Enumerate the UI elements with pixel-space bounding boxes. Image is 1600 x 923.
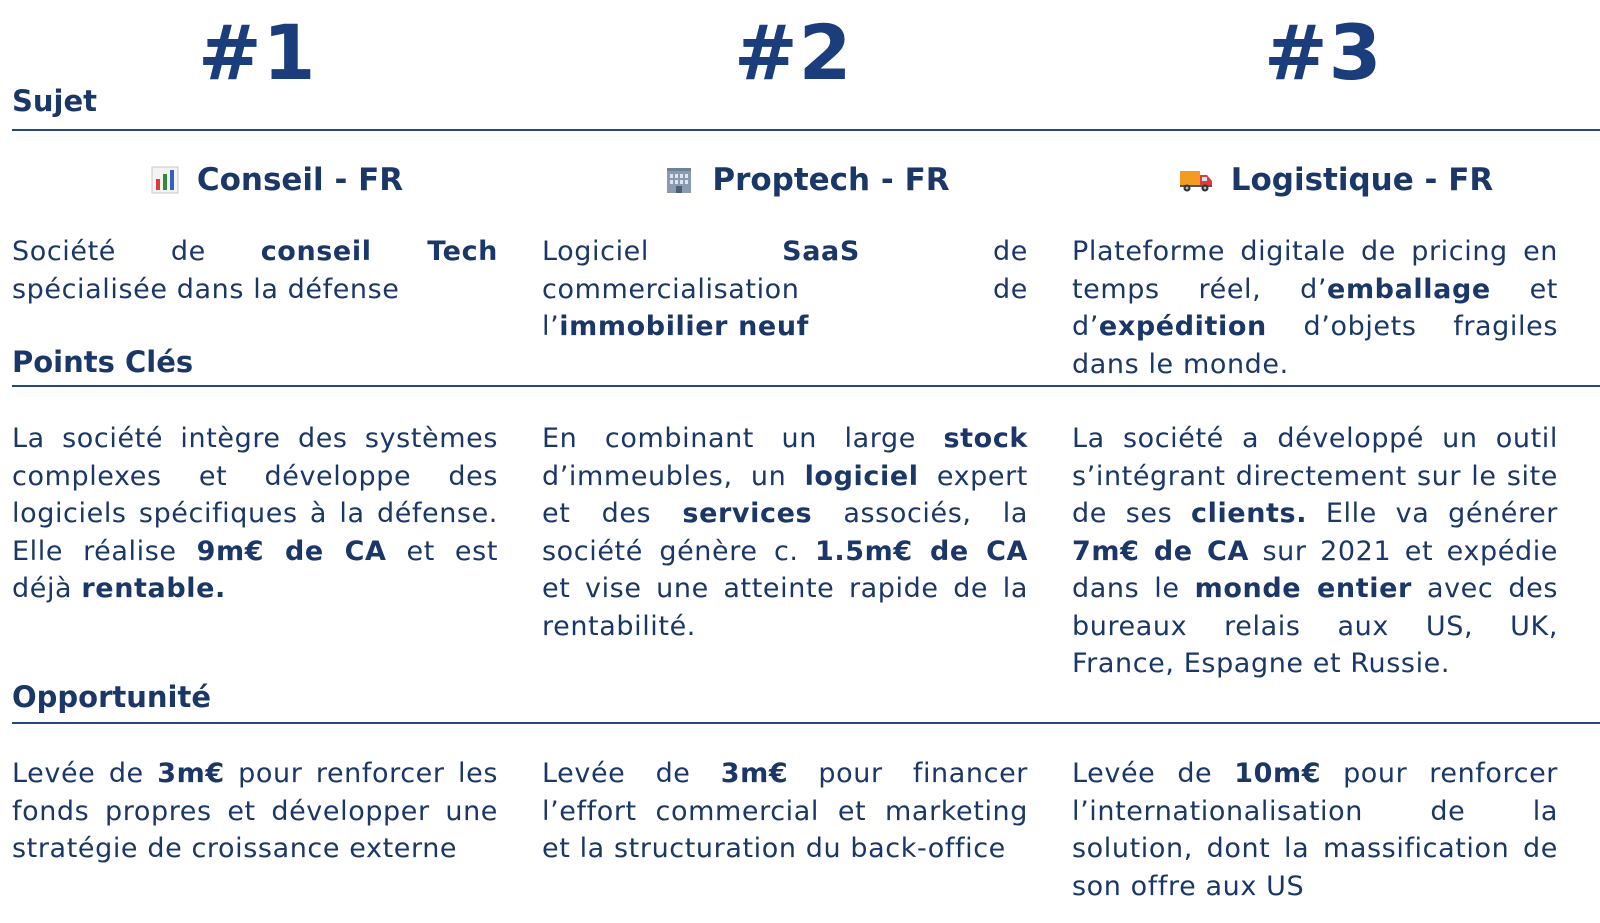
text-segment: Levée de — [1072, 758, 1235, 789]
bold-text-segment: 7m€ de CA — [1072, 535, 1249, 567]
text-segment: Plateforme digitale de pricing en temps réel, d’ — [1072, 236, 1558, 305]
text-segment: pour renforcer l’internationalisation de la solution, dont la massification de son offre aux US — [1072, 758, 1558, 902]
deal-2-subject — [542, 158, 1072, 202]
bold-text-segment: 3m€ — [720, 758, 789, 789]
deal-1-description — [12, 233, 498, 308]
office-building-icon — [664, 165, 694, 195]
bold-text-segment: rentable. — [81, 573, 226, 604]
text-segment: avec des bureaux relais aux US, UK, France, Espagne et Russie. — [1072, 573, 1558, 679]
text-segment: d’objets fragiles dans le monde. — [1072, 311, 1558, 380]
text-segment: pour renforcer les fonds propres et développer une stratégie de croissance externe — [12, 758, 498, 864]
text-segment: Elle va générer — [1307, 498, 1558, 529]
bold-text-segment: logiciel — [804, 460, 919, 492]
bold-text-segment: emballage — [1327, 273, 1491, 305]
text-segment: associés, la société génère c. — [542, 498, 1028, 567]
deal-1-subject — [12, 158, 542, 202]
bar-chart-icon — [151, 166, 179, 194]
bold-text-segment: conseil Tech — [260, 236, 499, 267]
text-segment: Société de — [12, 236, 261, 267]
section-divider — [12, 722, 1600, 724]
bold-text-segment: 9m€ de CA — [196, 535, 387, 567]
deal-3-key-points — [1072, 420, 1558, 683]
text-segment: spécialisée dans la défense — [12, 273, 400, 305]
bold-text-segment: 1.5m€ de CA — [815, 535, 1028, 567]
section-title-key-points: Points Clés — [12, 345, 194, 379]
delivery-truck-icon — [1179, 166, 1213, 194]
text-segment: Logiciel — [542, 236, 783, 267]
deal-3-subject-label: Logistique - FR — [1230, 162, 1494, 198]
bold-text-segment: SaaS — [782, 236, 860, 267]
rank-header-3: #3 — [1264, 8, 1383, 97]
text-segment: expert et des — [542, 460, 1028, 529]
section-divider — [12, 385, 1600, 387]
rank-header-2: #2 — [734, 8, 853, 97]
deal-3-opportunity — [1072, 755, 1558, 905]
deal-2-key-points — [542, 420, 1028, 645]
section-title-subject: Sujet — [12, 84, 98, 118]
bold-text-segment: monde entier — [1194, 573, 1412, 604]
text-segment: et d’ — [1072, 273, 1558, 342]
section-title-opportunity: Opportunité — [12, 680, 212, 714]
text-segment: La société a développé un outil s’intégrant directement sur le site de ses — [1072, 423, 1558, 529]
deal-1-opportunity — [12, 755, 498, 868]
deal-1-key-points — [12, 420, 498, 608]
text-segment: Levée de — [542, 758, 721, 789]
bold-text-segment: immobilier neuf — [559, 311, 809, 342]
deal-2-subject-label: Proptech - FR — [712, 162, 950, 198]
text-segment: pour financer l’effort commercial et marketing et la structuration du back-office — [542, 758, 1028, 864]
text-segment: La société intègre des systèmes complexes et développe des logiciels spécifiques à la défense. Elle réalise — [12, 423, 498, 567]
text-segment: et est déjà — [12, 535, 498, 604]
text-segment: de commercialisation de l’ — [542, 236, 1028, 342]
rank-header-1: #1 — [198, 8, 317, 97]
bold-text-segment: stock — [943, 423, 1028, 454]
bold-text-segment: services — [682, 498, 813, 529]
deal-3-description — [1072, 233, 1558, 383]
bold-text-segment: 3m€ — [157, 758, 225, 789]
section-divider — [12, 129, 1600, 131]
deal-1-subject-label: Conseil - FR — [196, 162, 404, 198]
bold-text-segment: expédition — [1098, 311, 1267, 342]
deal-3-subject — [1072, 158, 1600, 202]
text-segment: et vise une atteinte rapide de la rentabilité. — [542, 573, 1028, 642]
text-segment: sur 2021 et expédie dans le — [1072, 535, 1559, 604]
text-segment: En combinant un large — [542, 423, 944, 454]
deal-2-opportunity — [542, 755, 1028, 868]
text-segment: d’immeubles, un — [542, 460, 805, 492]
deal-2-description — [542, 233, 1028, 346]
bold-text-segment: clients. — [1190, 498, 1308, 529]
text-segment: Levée de — [12, 758, 158, 789]
bold-text-segment: 10m€ — [1234, 758, 1322, 789]
